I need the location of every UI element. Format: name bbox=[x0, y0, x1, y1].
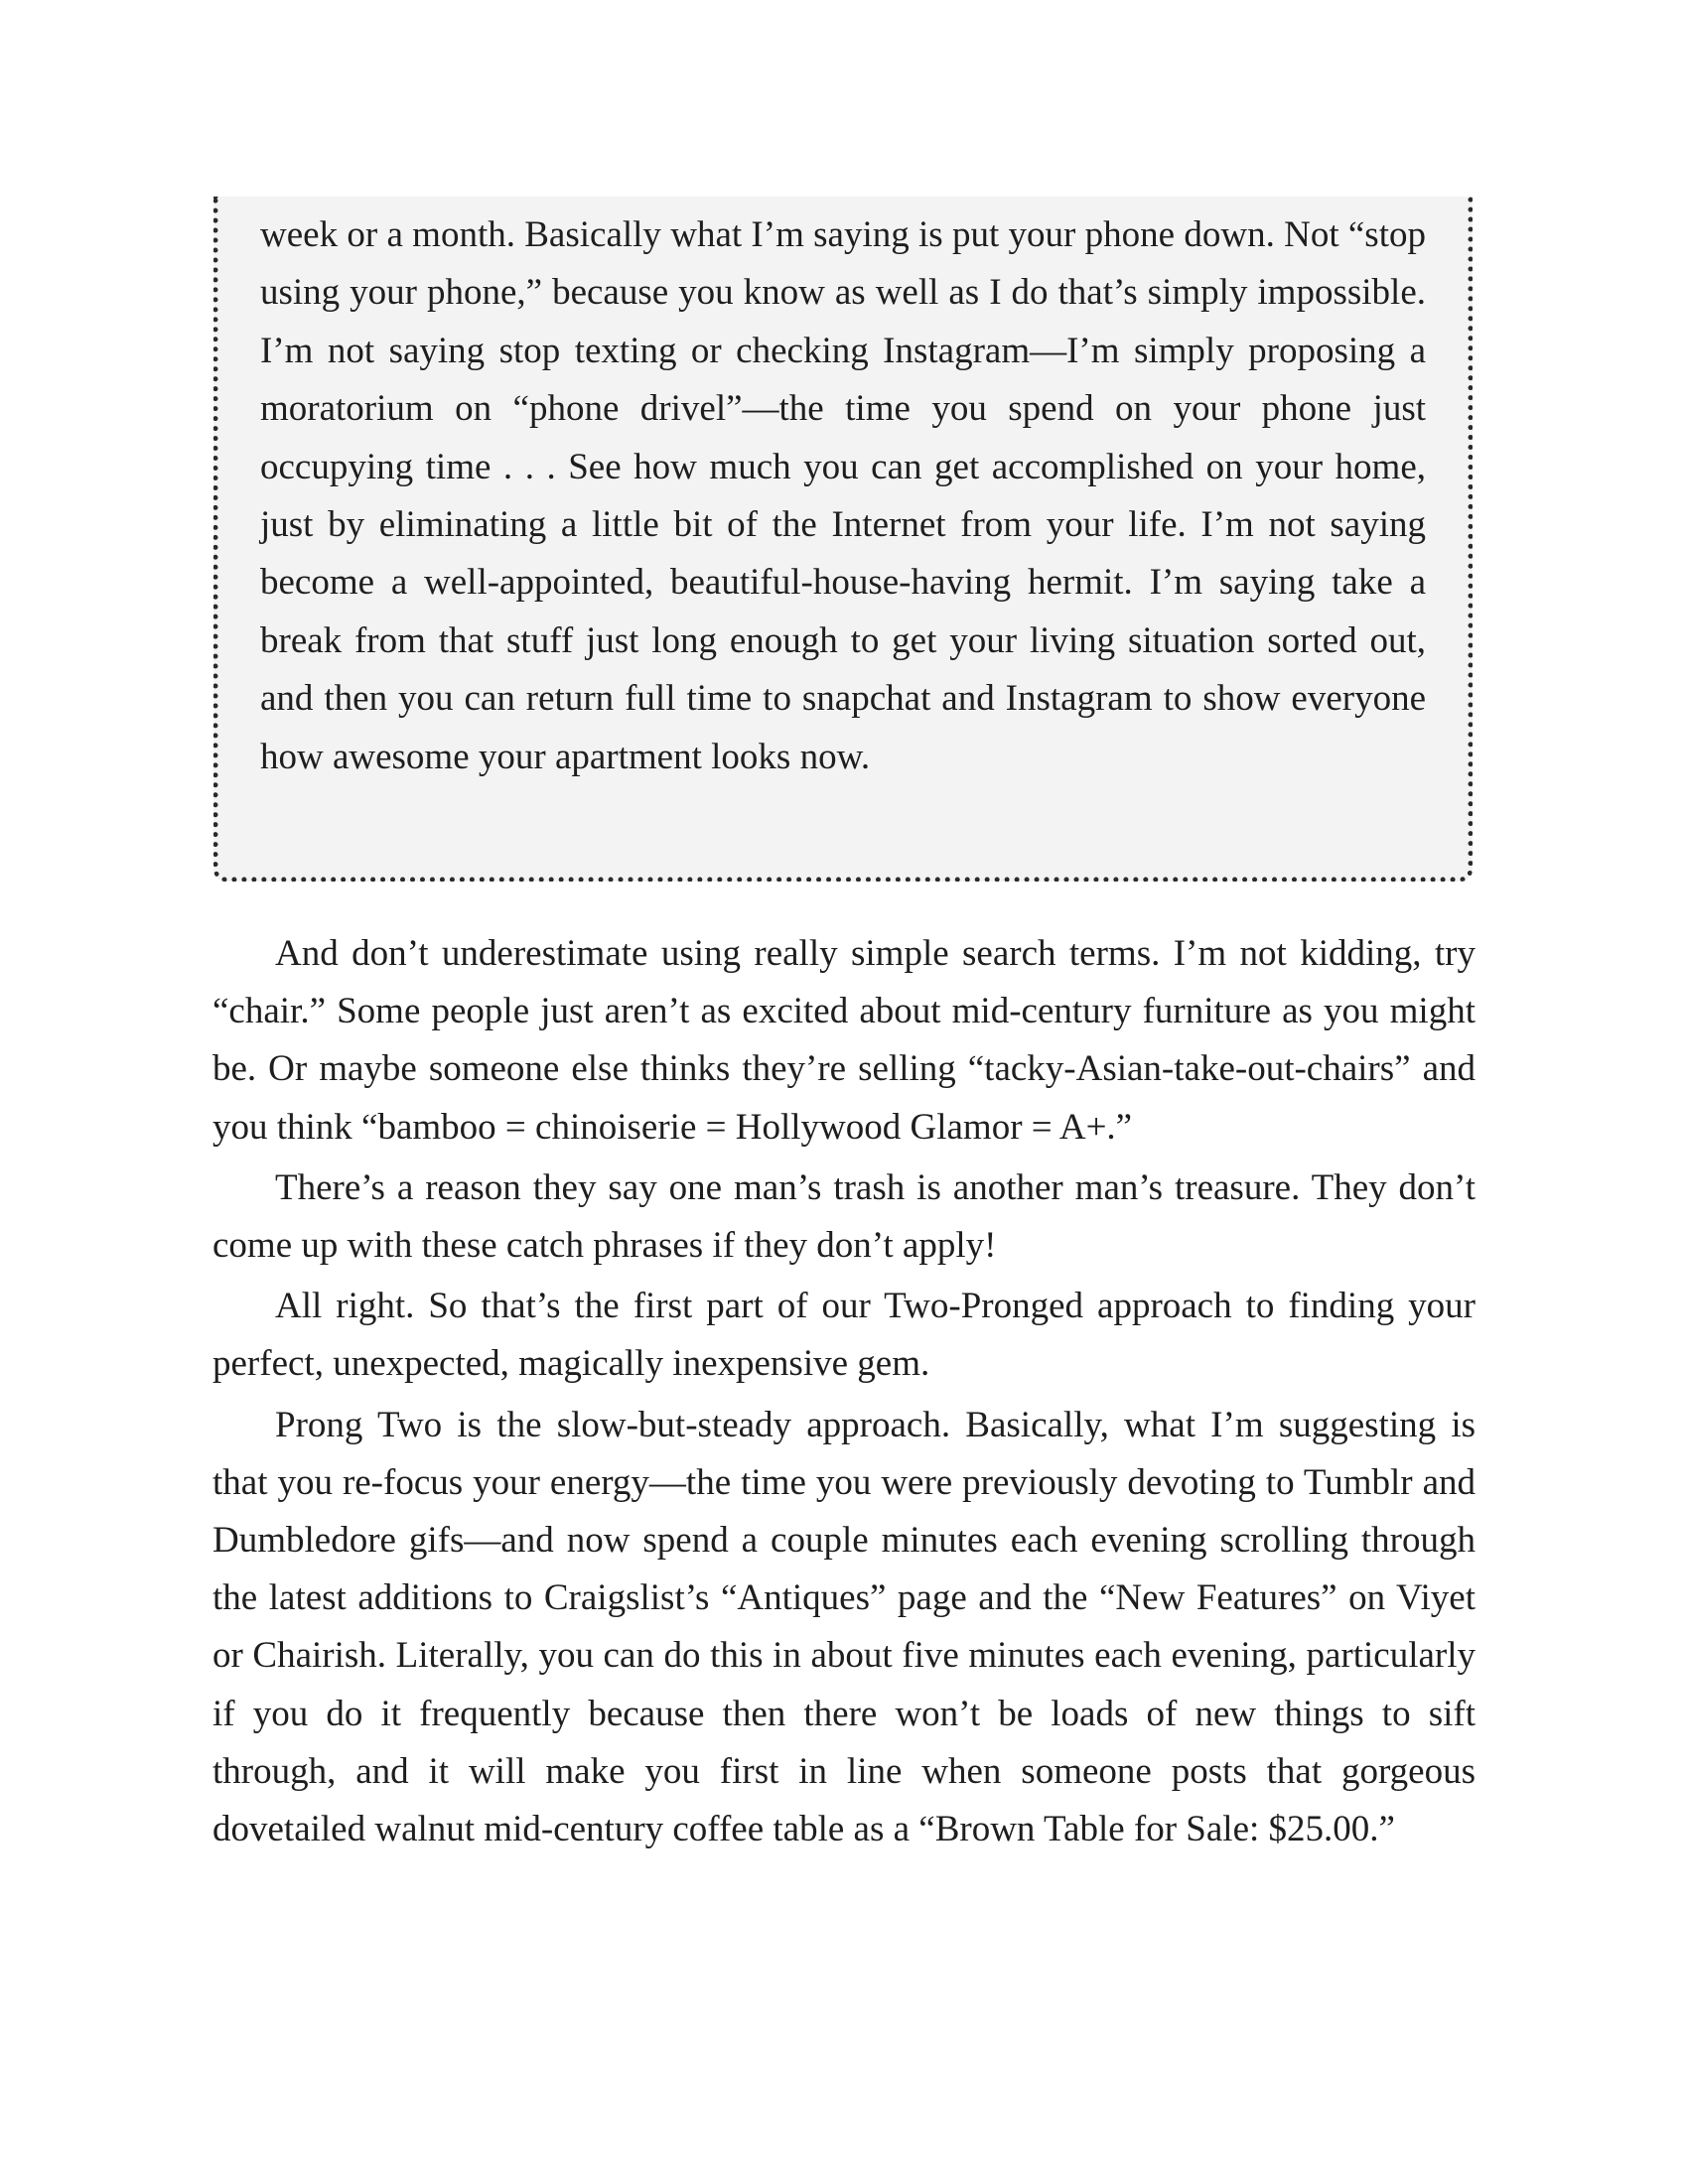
paragraph-prong-two: Prong Two is the slow-but-steady approach. Basically, what I’m suggesting is that you re-focus your energy—the time you were previously devoting to Tumblr and Dumbledore gifs—and now spend a couple minutes each evening scrolling through the latest additions to Craigslist’s “Antiques” page and the “New Features” on Viyet or Chairish. Literally, you can do this in about five minutes each evening, particularly if you do it frequently because then there won’t be loads of new things to sift through, and it will make you first in line when someone posts that gorgeous dovetailed walnut mid-century coffee table as a “Brown Table for Sale: $25.00.” bbox=[212, 1404, 1476, 1850]
sidebar-callout-box bbox=[213, 197, 1473, 882]
paragraph-first-prong: All right. So that’s the first part of our Two-Pronged approach to finding your perfect, unexpected, magically inexpensive gem. bbox=[212, 1286, 1476, 1385]
paragraph-trash-treasure: There’s a reason they say one man’s trash is another man’s treasure. They don’t come up with these catch phrases if they don’t apply! bbox=[212, 1166, 1476, 1267]
callout-paragraph: week or a month. Basically what I’m saying is put your phone down. Not “stop using your phone,” because you know as well as I do that’s simply impossible. I’m not saying stop texting or checking Instagram—I’m simply proposing a moratorium on “phone drivel”—the time you spend on your phone just occupying time . . . See how much you can get accomplished on your home, just by eliminating a little bit of the Internet from your life. I’m not saying become a well-appointed, beautiful-house-having hermit. I’m saying take a break from that stuff just long enough to get your living situation sorted out, and then you can return full time to snapchat and Instagram to show everyone how awesome your apartment looks now. bbox=[260, 214, 1426, 777]
paragraph-search-terms: And don’t underestimate using really simple search terms. I’m not kidding, try “chair.” Some people just aren’t as excited about mid-century furniture as you might be. Or maybe someone else thinks they’re selling “tacky-Asian-take-out-chairs” and you think “bamboo = chinoiserie = Hollywood Glamor = A+.” bbox=[212, 933, 1476, 1148]
body-text bbox=[212, 925, 1476, 1861]
